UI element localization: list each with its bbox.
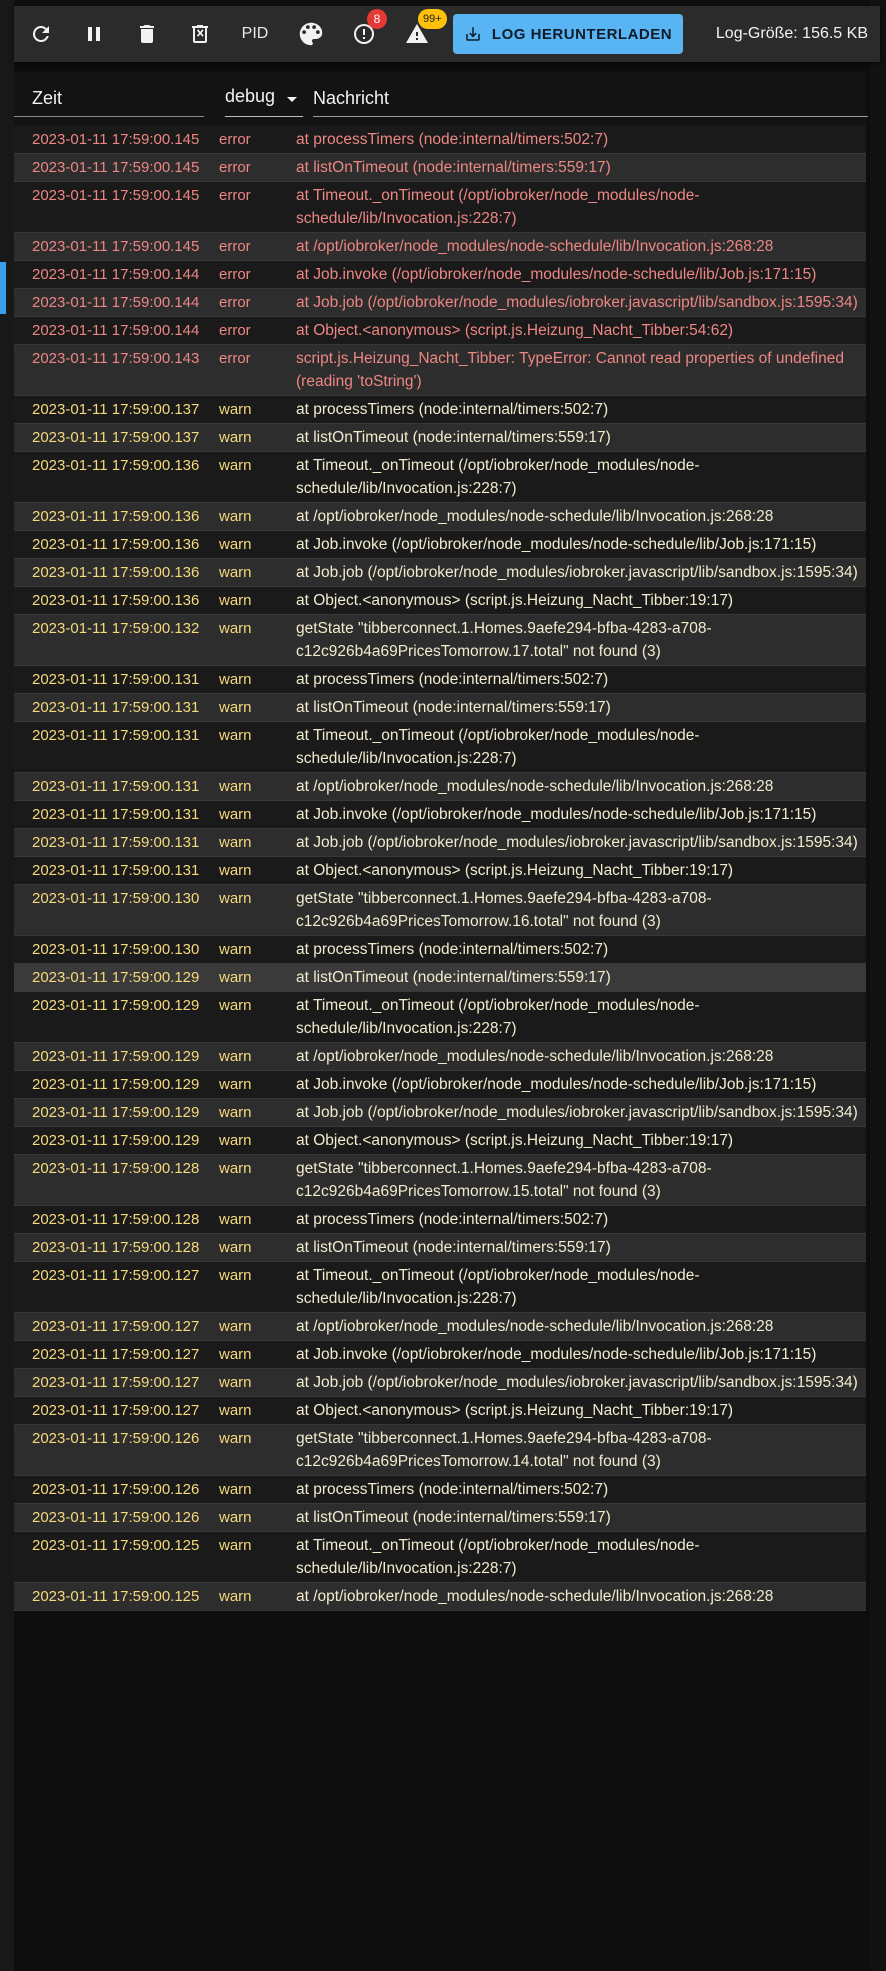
log-message: at /opt/iobroker/node_modules/node-schedule/lib/Invocation.js:268:28 <box>296 508 774 525</box>
log-level: warn <box>219 1588 252 1605</box>
log-row[interactable] <box>14 396 866 424</box>
log-level: warn <box>219 457 252 474</box>
delete-button[interactable] <box>120 6 173 62</box>
log-message: at Timeout._onTimeout (/opt/iobroker/node_modules/node-schedule/lib/Invocation.js:228:7) <box>296 1537 700 1577</box>
pid-toggle[interactable]: PID <box>241 25 269 42</box>
log-message: at processTimers (node:internal/timers:502:7) <box>296 1211 609 1228</box>
log-message: at Job.job (/opt/iobroker/node_modules/iobroker.javascript/lib/sandbox.js:1595:34) <box>296 1374 858 1391</box>
log-level: warn <box>219 969 252 986</box>
log-rows <box>14 126 866 1611</box>
log-row[interactable] <box>14 1099 866 1127</box>
log-row[interactable] <box>14 857 866 885</box>
log-message: at listOnTimeout (node:internal/timers:559:17) <box>296 1239 611 1256</box>
log-message: at listOnTimeout (node:internal/timers:559:17) <box>296 429 611 446</box>
log-level: warn <box>219 1481 252 1498</box>
log-row[interactable] <box>14 289 866 317</box>
log-level: error <box>219 238 251 255</box>
log-message: at listOnTimeout (node:internal/timers:559:17) <box>296 969 611 986</box>
log-level: warn <box>219 1160 252 1177</box>
warnings-count-badge: 99+ <box>418 9 447 29</box>
log-row[interactable] <box>14 1262 866 1313</box>
log-message: at Object.<anonymous> (script.js.Heizung_Nacht_Tibber:19:17) <box>296 1132 734 1149</box>
pause-icon <box>82 22 106 46</box>
log-time: 2023-01-11 17:59:00.136 <box>32 508 200 525</box>
log-time: 2023-01-11 17:59:00.127 <box>32 1346 200 1363</box>
log-time: 2023-01-11 17:59:00.126 <box>32 1430 200 1447</box>
level-filter-select[interactable] <box>225 86 303 117</box>
scrollbar-track[interactable] <box>870 0 886 1971</box>
log-row[interactable] <box>14 1043 866 1071</box>
log-message: at Job.job (/opt/iobroker/node_modules/iobroker.javascript/lib/sandbox.js:1595:34) <box>296 564 858 581</box>
log-row[interactable] <box>14 615 866 666</box>
log-row[interactable] <box>14 1071 866 1099</box>
log-time: 2023-01-11 17:59:00.129 <box>32 1104 200 1121</box>
log-row[interactable] <box>14 559 866 587</box>
log-level: warn <box>219 941 252 958</box>
log-level: warn <box>219 1346 252 1363</box>
log-level: warn <box>219 806 252 823</box>
warnings-filter-button[interactable] <box>390 6 443 62</box>
download-log-button[interactable] <box>453 14 683 54</box>
log-row[interactable] <box>14 503 866 531</box>
log-time: 2023-01-11 17:59:00.145 <box>32 187 200 204</box>
log-time: 2023-01-11 17:59:00.143 <box>32 350 200 367</box>
log-row[interactable] <box>14 317 866 345</box>
log-message: at /opt/iobroker/node_modules/node-schedule/lib/Invocation.js:268:28 <box>296 238 774 255</box>
download-icon <box>464 25 482 43</box>
log-row[interactable] <box>14 452 866 503</box>
log-level: warn <box>219 862 252 879</box>
level-filter-value: debug <box>225 86 276 106</box>
log-level: warn <box>219 1509 252 1526</box>
log-time: 2023-01-11 17:59:00.128 <box>32 1160 200 1177</box>
log-message: at /opt/iobroker/node_modules/node-schedule/lib/Invocation.js:268:28 <box>296 1318 774 1335</box>
log-time: 2023-01-11 17:59:00.131 <box>32 699 200 716</box>
log-message: getState "tibberconnect.1.Homes.9aefe294-bfba-4283-a708-c12c926b4a69PricesTomorrow.17.total" not found (3) <box>296 620 712 660</box>
refresh-icon <box>29 22 53 46</box>
log-message: at Job.invoke (/opt/iobroker/node_modules/node-schedule/lib/Job.js:171:15) <box>296 266 817 283</box>
log-row[interactable] <box>14 801 866 829</box>
color-palette-button[interactable] <box>284 6 337 62</box>
log-row[interactable] <box>14 345 866 396</box>
log-level: warn <box>219 508 252 525</box>
log-level: error <box>219 187 251 204</box>
log-message: at Object.<anonymous> (script.js.Heizung_Nacht_Tibber:19:17) <box>296 592 734 609</box>
log-level: warn <box>219 1430 252 1447</box>
log-time: 2023-01-11 17:59:00.137 <box>32 401 200 418</box>
log-time: 2023-01-11 17:59:00.129 <box>32 997 200 1014</box>
log-message: at Job.invoke (/opt/iobroker/node_modules/node-schedule/lib/Job.js:171:15) <box>296 1346 817 1363</box>
log-table-header <box>14 72 866 126</box>
log-row[interactable] <box>14 587 866 615</box>
log-time: 2023-01-11 17:59:00.136 <box>32 536 200 553</box>
log-time: 2023-01-11 17:59:00.131 <box>32 727 200 744</box>
refresh-button[interactable] <box>14 6 67 62</box>
pause-button[interactable] <box>67 6 120 62</box>
log-level: warn <box>219 699 252 716</box>
log-level: warn <box>219 1267 252 1284</box>
log-time: 2023-01-11 17:59:00.131 <box>32 806 200 823</box>
log-level: warn <box>219 401 252 418</box>
log-row[interactable] <box>14 1313 866 1341</box>
message-filter-input[interactable] <box>313 88 868 117</box>
log-level: warn <box>219 890 252 907</box>
log-time: 2023-01-11 17:59:00.136 <box>32 592 200 609</box>
log-message: at Job.invoke (/opt/iobroker/node_modules/node-schedule/lib/Job.js:171:15) <box>296 1076 817 1093</box>
log-time: 2023-01-11 17:59:00.131 <box>32 862 200 879</box>
log-row[interactable] <box>14 936 866 964</box>
log-time: 2023-01-11 17:59:00.145 <box>32 159 200 176</box>
log-row[interactable] <box>14 126 866 154</box>
log-time: 2023-01-11 17:59:00.125 <box>32 1537 200 1554</box>
log-row[interactable] <box>14 154 866 182</box>
log-row[interactable] <box>14 1127 866 1155</box>
log-message: at Timeout._onTimeout (/opt/iobroker/node_modules/node-schedule/lib/Invocation.js:228:7) <box>296 187 700 227</box>
log-message: at processTimers (node:internal/timers:502:7) <box>296 131 609 148</box>
log-row[interactable] <box>14 1476 866 1504</box>
log-message: at processTimers (node:internal/timers:502:7) <box>296 1481 609 1498</box>
message-column-header: Nachricht <box>313 88 390 108</box>
log-time: 2023-01-11 17:59:00.129 <box>32 969 200 986</box>
log-message: at Job.job (/opt/iobroker/node_modules/iobroker.javascript/lib/sandbox.js:1595:34) <box>296 294 858 311</box>
log-level: error <box>219 294 251 311</box>
log-time: 2023-01-11 17:59:00.127 <box>32 1267 200 1284</box>
time-header-underline <box>14 116 204 117</box>
log-level: warn <box>219 592 252 609</box>
log-row[interactable] <box>14 1425 866 1476</box>
trash-x-icon <box>188 22 212 46</box>
log-time: 2023-01-11 17:59:00.129 <box>32 1132 200 1149</box>
log-row[interactable] <box>14 1397 866 1425</box>
log-message: at processTimers (node:internal/timers:502:7) <box>296 671 609 688</box>
errors-count-badge: 8 <box>367 9 387 29</box>
log-message: getState "tibberconnect.1.Homes.9aefe294-bfba-4283-a708-c12c926b4a69PricesTomorrow.16.total" not found (3) <box>296 890 712 930</box>
log-message: at Job.invoke (/opt/iobroker/node_modules/node-schedule/lib/Job.js:171:15) <box>296 806 817 823</box>
log-level: warn <box>219 1537 252 1554</box>
palette-icon <box>296 19 326 49</box>
side-panel-accent <box>0 262 6 314</box>
log-time: 2023-01-11 17:59:00.127 <box>32 1402 200 1419</box>
log-row[interactable] <box>14 233 866 261</box>
log-level: warn <box>219 1402 252 1419</box>
log-time: 2023-01-11 17:59:00.145 <box>32 238 200 255</box>
log-row[interactable] <box>14 424 866 452</box>
log-level: error <box>219 266 251 283</box>
log-time: 2023-01-11 17:59:00.131 <box>32 834 200 851</box>
log-level: warn <box>219 429 252 446</box>
log-message: at /opt/iobroker/node_modules/node-schedule/lib/Invocation.js:268:28 <box>296 778 774 795</box>
log-row[interactable] <box>14 261 866 289</box>
log-level: warn <box>219 778 252 795</box>
log-time: 2023-01-11 17:59:00.129 <box>32 1048 200 1065</box>
log-row[interactable] <box>14 1206 866 1234</box>
log-time: 2023-01-11 17:59:00.130 <box>32 941 200 958</box>
log-message: at /opt/iobroker/node_modules/node-schedule/lib/Invocation.js:268:28 <box>296 1048 774 1065</box>
log-level: warn <box>219 671 252 688</box>
log-message: at Job.invoke (/opt/iobroker/node_modules/node-schedule/lib/Job.js:171:15) <box>296 536 817 553</box>
log-toolbar <box>14 6 880 62</box>
log-level: error <box>219 159 251 176</box>
log-message: at Timeout._onTimeout (/opt/iobroker/node_modules/node-schedule/lib/Invocation.js:228:7) <box>296 727 700 767</box>
errors-filter-button[interactable] <box>337 6 390 62</box>
log-row[interactable] <box>14 694 866 722</box>
log-time: 2023-01-11 17:59:00.131 <box>32 671 200 688</box>
log-message: script.js.Heizung_Nacht_Tibber: TypeError: Cannot read properties of undefined (reading 'toString') <box>296 350 844 390</box>
time-column-header: Zeit <box>32 88 63 108</box>
log-message: at Job.job (/opt/iobroker/node_modules/iobroker.javascript/lib/sandbox.js:1595:34) <box>296 834 858 851</box>
log-time: 2023-01-11 17:59:00.145 <box>32 131 200 148</box>
log-time: 2023-01-11 17:59:00.144 <box>32 266 200 283</box>
log-message: at Timeout._onTimeout (/opt/iobroker/node_modules/node-schedule/lib/Invocation.js:228:7) <box>296 997 700 1037</box>
log-time: 2023-01-11 17:59:00.126 <box>32 1481 200 1498</box>
log-message: at listOnTimeout (node:internal/timers:559:17) <box>296 159 611 176</box>
log-time: 2023-01-11 17:59:00.128 <box>32 1211 200 1228</box>
log-message: at /opt/iobroker/node_modules/node-schedule/lib/Invocation.js:268:28 <box>296 1588 774 1605</box>
log-level: warn <box>219 1132 252 1149</box>
log-message: at listOnTimeout (node:internal/timers:559:17) <box>296 1509 611 1526</box>
download-log-label: LOG HERUNTERLADEN <box>491 25 673 43</box>
log-time: 2023-01-11 17:59:00.136 <box>32 457 200 474</box>
log-time: 2023-01-11 17:59:00.126 <box>32 1509 200 1526</box>
log-time: 2023-01-11 17:59:00.128 <box>32 1239 200 1256</box>
log-message: at Object.<anonymous> (script.js.Heizung_Nacht_Tibber:19:17) <box>296 862 734 879</box>
log-time: 2023-01-11 17:59:00.129 <box>32 1076 200 1093</box>
log-level: warn <box>219 1318 252 1335</box>
log-level: warn <box>219 1104 252 1121</box>
log-level: error <box>219 350 251 367</box>
log-level: warn <box>219 1239 252 1256</box>
log-row[interactable] <box>14 666 866 694</box>
log-time: 2023-01-11 17:59:00.132 <box>32 620 200 637</box>
log-time: 2023-01-11 17:59:00.130 <box>32 890 200 907</box>
log-level: error <box>219 322 251 339</box>
trash-icon <box>135 22 159 46</box>
log-message: at processTimers (node:internal/timers:502:7) <box>296 941 609 958</box>
log-level: warn <box>219 727 252 744</box>
log-message: at Object.<anonymous> (script.js.Heizung_Nacht_Tibber:19:17) <box>296 1402 734 1419</box>
log-row[interactable] <box>14 992 866 1043</box>
delete-all-button[interactable] <box>173 6 226 62</box>
log-row[interactable] <box>14 885 866 936</box>
log-row[interactable] <box>14 1532 866 1583</box>
log-level: warn <box>219 834 252 851</box>
log-level: warn <box>219 1076 252 1093</box>
log-level: warn <box>219 1048 252 1065</box>
log-message: at Timeout._onTimeout (/opt/iobroker/node_modules/node-schedule/lib/Invocation.js:228:7) <box>296 457 700 497</box>
log-size: Log-Größe: 156.5 KB <box>715 25 868 42</box>
log-message: at Timeout._onTimeout (/opt/iobroker/node_modules/node-schedule/lib/Invocation.js:228:7) <box>296 1267 700 1307</box>
log-time: 2023-01-11 17:59:00.127 <box>32 1318 200 1335</box>
log-row[interactable] <box>14 722 866 773</box>
log-message: at processTimers (node:internal/timers:502:7) <box>296 401 609 418</box>
log-message: at Job.job (/opt/iobroker/node_modules/iobroker.javascript/lib/sandbox.js:1595:34) <box>296 1104 858 1121</box>
log-time: 2023-01-11 17:59:00.137 <box>32 429 200 446</box>
log-row[interactable] <box>14 1583 866 1611</box>
log-row[interactable] <box>14 1234 866 1262</box>
log-row[interactable] <box>14 1504 866 1532</box>
log-time: 2023-01-11 17:59:00.136 <box>32 564 200 581</box>
log-level: warn <box>219 1374 252 1391</box>
log-level: warn <box>219 620 252 637</box>
log-time: 2023-01-11 17:59:00.144 <box>32 294 200 311</box>
log-time: 2023-01-11 17:59:00.131 <box>32 778 200 795</box>
log-level: error <box>219 131 251 148</box>
log-message: getState "tibberconnect.1.Homes.9aefe294-bfba-4283-a708-c12c926b4a69PricesTomorrow.15.total" not found (3) <box>296 1160 712 1200</box>
log-row[interactable] <box>14 1369 866 1397</box>
log-time: 2023-01-11 17:59:00.125 <box>32 1588 200 1605</box>
log-time: 2023-01-11 17:59:00.127 <box>32 1374 200 1391</box>
log-row[interactable] <box>14 964 866 992</box>
log-row[interactable] <box>14 1341 866 1369</box>
log-message: at Object.<anonymous> (script.js.Heizung_Nacht_Tibber:54:62) <box>296 322 734 339</box>
log-row[interactable] <box>14 1155 866 1206</box>
log-level: warn <box>219 1211 252 1228</box>
log-row[interactable] <box>14 773 866 801</box>
log-row[interactable] <box>14 829 866 857</box>
log-level: warn <box>219 564 252 581</box>
log-message: getState "tibberconnect.1.Homes.9aefe294-bfba-4283-a708-c12c926b4a69PricesTomorrow.14.total" not found (3) <box>296 1430 712 1470</box>
caret-down-icon <box>287 97 297 102</box>
log-row[interactable] <box>14 531 866 559</box>
log-row[interactable] <box>14 182 866 233</box>
log-level: warn <box>219 536 252 553</box>
log-message: at listOnTimeout (node:internal/timers:559:17) <box>296 699 611 716</box>
log-time: 2023-01-11 17:59:00.144 <box>32 322 200 339</box>
log-level: warn <box>219 997 252 1014</box>
